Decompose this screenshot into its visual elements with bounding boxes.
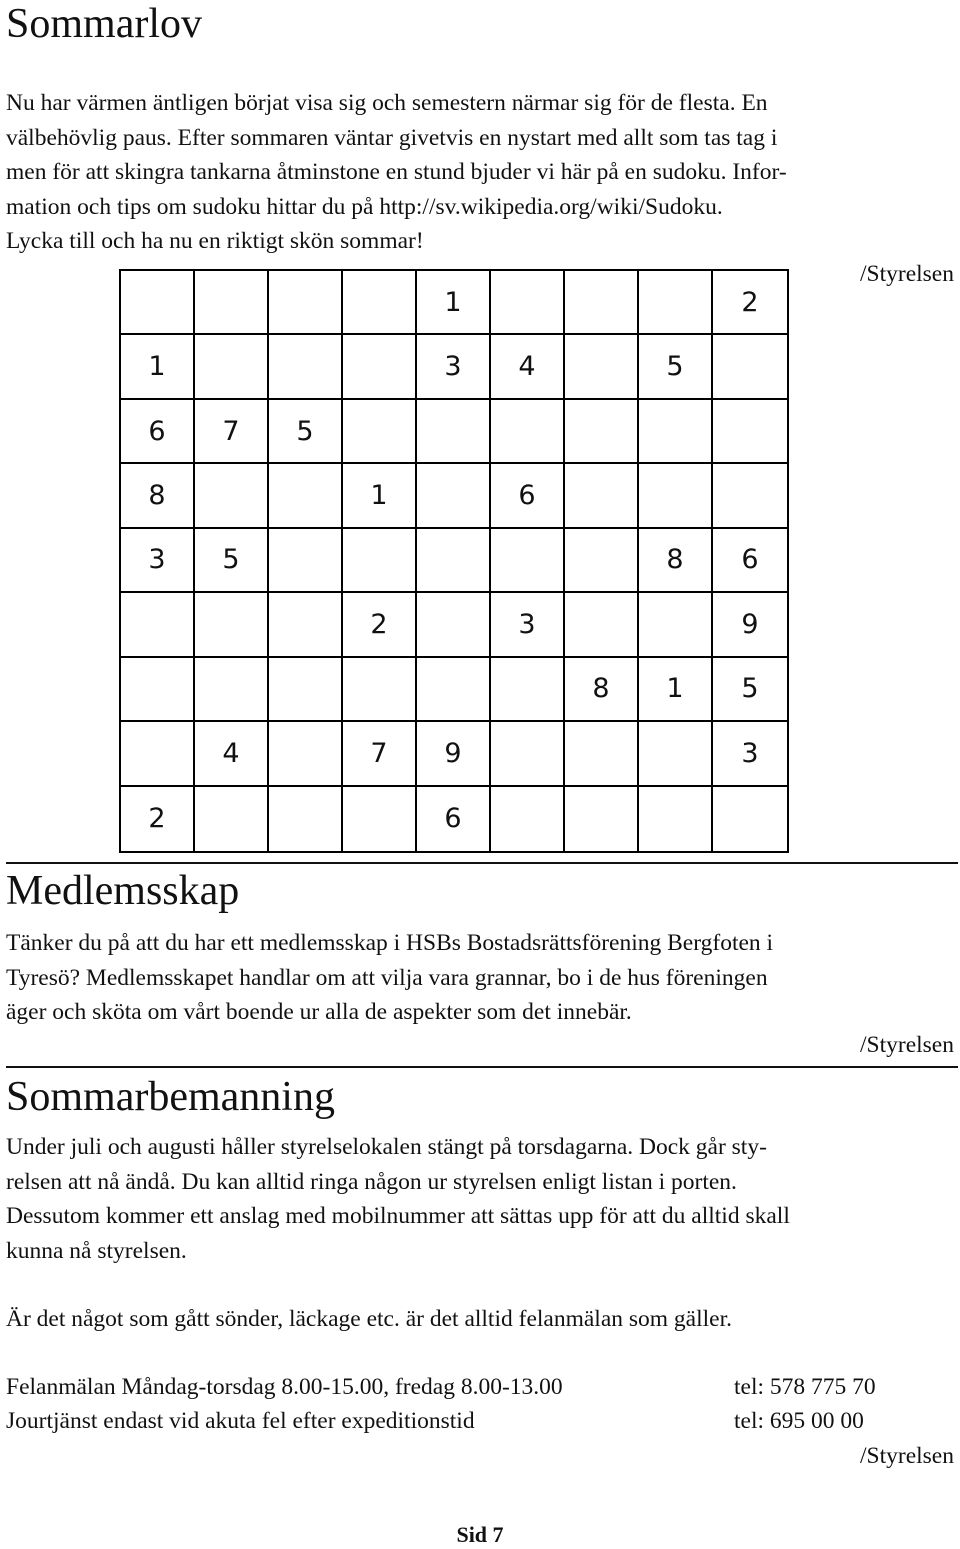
sudoku-cell: 2 <box>343 593 417 657</box>
sudoku-cell: 7 <box>343 722 417 786</box>
sudoku-cell: 9 <box>417 722 491 786</box>
section-title-sommarlov: Sommarlov <box>6 1 202 47</box>
sudoku-cell <box>269 722 343 786</box>
contact-phone: tel: 578 775 70 <box>734 1374 876 1400</box>
sudoku-cell <box>417 400 491 464</box>
sudoku-cell <box>195 593 269 657</box>
sudoku-cell <box>269 593 343 657</box>
medlemsskap-paragraph <box>6 926 954 1030</box>
sudoku-cell <box>713 400 787 464</box>
sudoku-cell: 1 <box>343 464 417 528</box>
sudoku-cell: 5 <box>269 400 343 464</box>
sudoku-cell: 6 <box>491 464 565 528</box>
sudoku-cell: 7 <box>195 400 269 464</box>
sudoku-cell <box>565 464 639 528</box>
paragraph-line: äger och sköta om vårt boende ur alla de aspekter som det innebär. <box>6 999 632 1025</box>
sudoku-cell: 5 <box>639 335 713 399</box>
sudoku-cell <box>565 529 639 593</box>
sudoku-cell: 8 <box>565 658 639 722</box>
sudoku-cell <box>491 271 565 335</box>
sudoku-cell <box>343 658 417 722</box>
sudoku-cell <box>639 722 713 786</box>
section-title-medlemsskap: Medlemsskap <box>6 868 240 914</box>
sudoku-cell <box>121 658 195 722</box>
sudoku-cell: 6 <box>713 529 787 593</box>
sudoku-cell <box>565 722 639 786</box>
sudoku-cell <box>417 593 491 657</box>
sudoku-cell <box>343 400 417 464</box>
sudoku-cell: 1 <box>417 271 491 335</box>
sudoku-cell <box>269 464 343 528</box>
paragraph-line: Lycka till och ha nu en riktigt skön sommar! <box>6 228 424 254</box>
sudoku-cell <box>565 593 639 657</box>
sudoku-cell <box>491 658 565 722</box>
section-divider <box>6 862 958 864</box>
paragraph-line: välbehövlig paus. Efter sommaren väntar givetvis en nystart med allt som tas tag i <box>6 124 778 151</box>
paragraph-line: Under juli och augusti håller styrelselokalen stängt på torsdagarna. Dock går sty- <box>6 1134 767 1160</box>
sudoku-cell <box>343 787 417 851</box>
sommarlov-paragraph <box>6 86 954 259</box>
sudoku-cell <box>491 529 565 593</box>
sudoku-cell <box>713 464 787 528</box>
sudoku-cell: 1 <box>639 658 713 722</box>
sudoku-cell <box>565 787 639 851</box>
contact-label: Felanmälan Måndag-torsdag 8.00-15.00, fredag 8.00-13.00 <box>6 1374 563 1400</box>
section-divider <box>6 1066 958 1068</box>
sudoku-cell <box>195 464 269 528</box>
sudoku-cell: 3 <box>417 335 491 399</box>
sudoku-cell <box>269 335 343 399</box>
sudoku-cell <box>343 529 417 593</box>
sudoku-cell <box>565 400 639 464</box>
sudoku-cell: 4 <box>491 335 565 399</box>
sudoku-cell <box>639 787 713 851</box>
sudoku-cell: 3 <box>121 529 195 593</box>
paragraph-line: Tyresö? Medlemsskapet handlar om att vilja vara grannar, bo i de hus föreningen <box>6 964 768 991</box>
sudoku-cell <box>121 271 195 335</box>
sudoku-cell <box>639 400 713 464</box>
sudoku-cell: 5 <box>713 658 787 722</box>
sudoku-cell <box>269 529 343 593</box>
signature-sommarbemanning: /Styrelsen <box>860 1443 954 1469</box>
sommarbemanning-paragraph <box>6 1130 954 1268</box>
sudoku-cell <box>195 658 269 722</box>
signature-sommarlov: /Styrelsen <box>860 261 954 287</box>
sudoku-cell: 8 <box>121 464 195 528</box>
paragraph-line: kunna nå styrelsen. <box>6 1237 187 1264</box>
sudoku-cell <box>269 658 343 722</box>
sudoku-cell: 9 <box>713 593 787 657</box>
sudoku-cell: 2 <box>713 271 787 335</box>
sudoku-cell <box>565 271 639 335</box>
sudoku-cell <box>195 335 269 399</box>
sudoku-cell <box>639 271 713 335</box>
sudoku-grid <box>119 269 789 853</box>
sudoku-cell <box>417 464 491 528</box>
sudoku-cell: 5 <box>195 529 269 593</box>
sudoku-cell: 6 <box>121 400 195 464</box>
sudoku-cell: 1 <box>121 335 195 399</box>
sudoku-cell <box>269 787 343 851</box>
sudoku-cell <box>491 787 565 851</box>
signature-medlemsskap: /Styrelsen <box>860 1032 954 1058</box>
sudoku-cell <box>491 722 565 786</box>
sudoku-cell <box>713 787 787 851</box>
sudoku-cell <box>639 464 713 528</box>
sudoku-cell: 4 <box>195 722 269 786</box>
page-number: Sid 7 <box>456 1522 504 1547</box>
sudoku-cell: 3 <box>713 722 787 786</box>
sudoku-cell <box>121 593 195 657</box>
sudoku-cell <box>269 271 343 335</box>
paragraph-line: mation och tips om sudoku hittar du på http://sv.wikipedia.org/wiki/Sudoku. <box>6 193 723 220</box>
sudoku-cell <box>417 658 491 722</box>
contact-phone: tel: 695 00 00 <box>734 1408 864 1434</box>
felanmalan-notice: Är det något som gått sönder, läckage etc. är det alltid felanmälan som gäller. <box>6 1306 732 1332</box>
sudoku-cell <box>195 271 269 335</box>
paragraph-line: men för att skingra tankarna åtminstone en stund bjuder vi här på en sudoku. Infor- <box>6 159 787 185</box>
paragraph-line: relsen att nå ändå. Du kan alltid ringa någon ur styrelsen enligt listan i porten. <box>6 1168 737 1195</box>
paragraph-line: Dessutom kommer ett anslag med mobilnummer att sättas upp för att du alltid skall <box>6 1203 790 1229</box>
sudoku-cell: 3 <box>491 593 565 657</box>
sudoku-cell <box>121 722 195 786</box>
sudoku-cell: 2 <box>121 787 195 851</box>
sudoku-cell: 8 <box>639 529 713 593</box>
sudoku-cell <box>343 271 417 335</box>
section-title-sommarbemanning: Sommarbemanning <box>6 1074 335 1120</box>
sudoku-cell <box>195 787 269 851</box>
sudoku-cell <box>491 400 565 464</box>
sudoku-cell <box>713 335 787 399</box>
paragraph-line: Nu har värmen äntligen börjat visa sig och semestern närmar sig för de flesta. En <box>6 90 768 116</box>
sudoku-cell <box>417 529 491 593</box>
contact-label: Jourtjänst endast vid akuta fel efter expeditionstid <box>6 1408 475 1434</box>
sudoku-cell <box>565 335 639 399</box>
sudoku-cell <box>639 593 713 657</box>
sudoku-cell: 6 <box>417 787 491 851</box>
paragraph-line: Tänker du på att du har ett medlemsskap i HSBs Bostadsrättsförening Bergfoten i <box>6 930 774 956</box>
sudoku-cell <box>343 335 417 399</box>
